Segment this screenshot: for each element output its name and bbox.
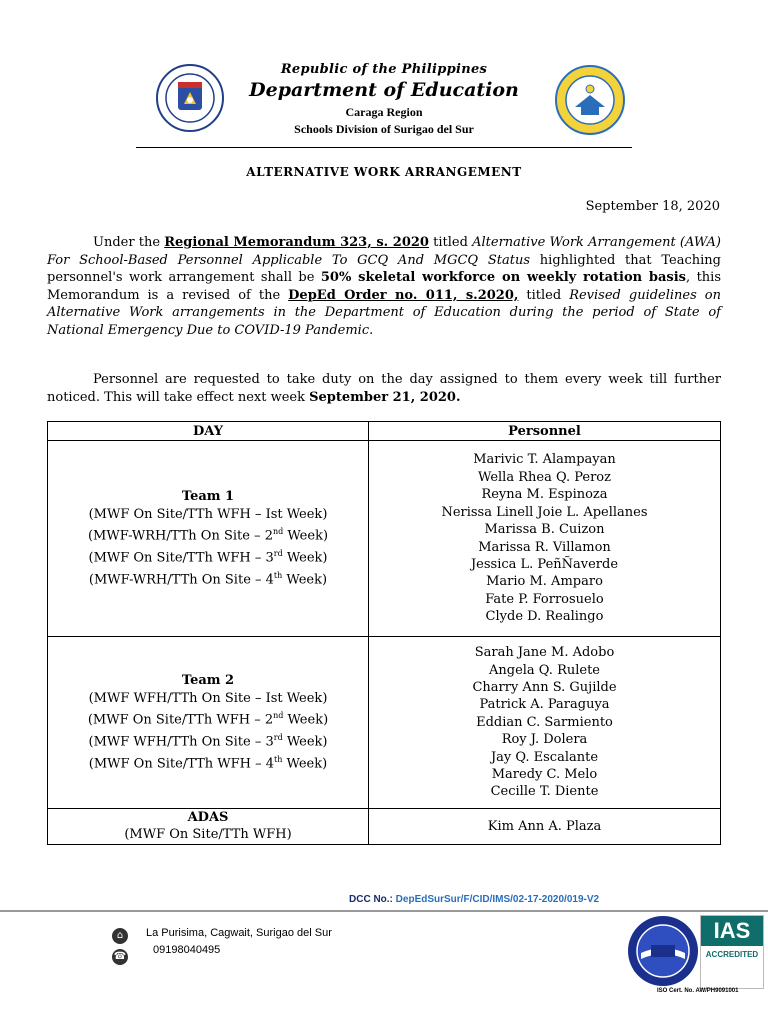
adas-label: ADAS <box>187 810 229 825</box>
text: Week) <box>282 572 328 588</box>
footer-phone: 09198040495 <box>153 944 221 956</box>
text: th <box>274 754 283 764</box>
text: th <box>273 570 283 580</box>
text: , this Memorandum is a revised of the <box>47 270 721 303</box>
list-item: Fate P. Forrosuelo <box>485 591 604 607</box>
ias-accreditation-badge <box>700 915 764 989</box>
team2-week <box>48 707 368 729</box>
dcc-value: DepEdSurSur/F/CID/IMS/02-17-2020/019-V2 <box>395 894 600 905</box>
text: titled <box>428 235 473 250</box>
list-item: Patrick A. Paraguya <box>479 697 610 713</box>
adas-schedule <box>48 809 369 845</box>
republic-label: Republic of the Philippines <box>280 62 488 77</box>
division-name: Schools Division of Surigao del Sur <box>294 122 474 136</box>
list-item: Marissa B. Cuizon <box>484 522 605 538</box>
team1-schedule <box>48 441 369 637</box>
order-title: Revised guidelines on Alternative Work arrangements in the Department of Education during the period of State of National Emergency Due to COVID-19 Pandemic <box>47 287 722 338</box>
list-item: Mario M. Amparo <box>486 574 603 590</box>
letterhead <box>150 60 618 137</box>
list-item: Eddian C. Sarmiento <box>476 714 613 730</box>
text: Under the <box>93 235 165 250</box>
effective-date: September 21, 2020. <box>309 389 461 405</box>
team2-schedule <box>48 637 369 809</box>
list-item: Marivic T. Alampayan <box>473 452 616 468</box>
text: (MWF-WRH/TTh On Site – 4 <box>88 572 274 588</box>
table-header-row <box>48 422 721 441</box>
list-item: Cecille T. Diente <box>490 784 599 800</box>
text: nd <box>272 527 284 537</box>
list-item: Wella Rhea Q. Peroz <box>478 469 611 485</box>
text: highlighted that Teaching personnel's work arrangement shall be <box>47 252 721 285</box>
ias-label: IAS <box>701 916 763 946</box>
memo-title: Alternative Work Arrangement (AWA) For School-Based Personnel Applicable To GCQ And MGCQ Status <box>47 235 721 268</box>
acs-iso-logo <box>627 915 699 987</box>
team1-label: Team 1 <box>181 489 235 505</box>
text: Week) <box>282 550 328 566</box>
team2-personnel <box>369 637 721 809</box>
adas-row <box>48 809 721 845</box>
region-name: Caraga Region <box>345 105 423 119</box>
dcc-label: DCC No.: <box>349 894 393 905</box>
ias-accredited-label: ACCREDITED <box>705 950 759 959</box>
text: Week) <box>283 528 329 544</box>
list-item: Nerissa Linell Joie L. Apellanes <box>441 504 648 520</box>
regional-memo-ref: Regional Memorandum 323, s. 2020 <box>164 235 429 250</box>
home-icon: ⌂ <box>112 928 128 944</box>
text: (MWF On Site/TTh WFH – 3 <box>88 550 274 566</box>
team2-label: Team 2 <box>181 673 235 689</box>
list-item: Clyde D. Realingo <box>485 609 604 625</box>
team1-row <box>48 441 721 637</box>
text: . <box>369 322 374 338</box>
team1-week <box>48 523 368 545</box>
text: (MWF On Site/TTh WFH – 4 <box>88 756 275 772</box>
personnel-header: Personnel <box>369 422 721 441</box>
list-item: Maredy C. Melo <box>491 767 598 783</box>
document-title: ALTERNATIVE WORK ARRANGEMENT <box>246 165 522 179</box>
list-item: Jay Q. Escalante <box>490 749 599 765</box>
footer-divider <box>0 910 768 912</box>
division-seal-logo <box>555 65 625 135</box>
list-item: Reyna M. Espinoza <box>481 487 608 503</box>
iso-cert-number: ISO Cert. No. AW/PH9091001 <box>657 988 739 994</box>
list-item: Sarah Jane M. Adobo <box>474 645 615 661</box>
phone-icon: ☎ <box>112 949 128 965</box>
list-item: Charry Ann S. Gujilde <box>472 679 617 695</box>
team1-week <box>48 567 368 589</box>
department-name: Department of Education <box>249 79 519 101</box>
text: (MWF On Site/TTh WFH – 2 <box>87 712 274 728</box>
team1-week <box>48 545 368 567</box>
team1-personnel <box>369 441 721 637</box>
text: titled <box>518 287 570 303</box>
text: (MWF WFH/TTh On Site – 3 <box>88 734 274 750</box>
team1-week <box>48 506 368 523</box>
list-item: Kim Ann A. Plaza <box>487 818 602 834</box>
team2-week <box>48 729 368 751</box>
text: Week) <box>283 712 329 728</box>
deped-order-ref: DepEd Order no. 011, s.2020, <box>288 287 519 303</box>
text: rd <box>273 733 283 743</box>
adas-personnel <box>369 809 721 845</box>
memo-paragraph <box>47 234 721 339</box>
day-header: DAY <box>48 422 369 441</box>
header-divider <box>136 147 632 148</box>
text: nd <box>273 711 284 721</box>
footer-address: La Purisima, Cagwait, Surigao del Sur <box>146 927 332 939</box>
text: (MWF WFH/TTh On Site – Ist Week) <box>88 690 328 706</box>
list-item: Roy J. Dolera <box>501 732 588 748</box>
request-paragraph <box>47 371 721 406</box>
text: rd <box>273 549 283 559</box>
team2-week <box>48 690 368 707</box>
text: (MWF-WRH/TTh On Site – 2 <box>87 528 273 544</box>
text: Week) <box>282 734 328 750</box>
dcc-number <box>349 894 599 905</box>
team2-row <box>48 637 721 809</box>
text: (MWF On Site/TTh WFH – Ist Week) <box>88 506 328 522</box>
schedule-table <box>47 421 721 845</box>
text: Personnel are requested to take duty on the day assigned to them every week till further noticed. This will take effect next week <box>47 372 721 405</box>
team2-week <box>48 751 368 773</box>
document-date: September 18, 2020 <box>585 199 720 214</box>
workforce-text: 50% skeletal workforce on weekly rotation basis <box>320 270 686 285</box>
adas-week: (MWF On Site/TTh WFH) <box>124 827 292 843</box>
list-item: Angela Q. Rulete <box>488 662 601 678</box>
text: Week) <box>282 756 328 772</box>
list-item: Marissa R. Villamon <box>478 539 611 555</box>
list-item: Jessica L. PeñÑaverde <box>470 556 619 572</box>
